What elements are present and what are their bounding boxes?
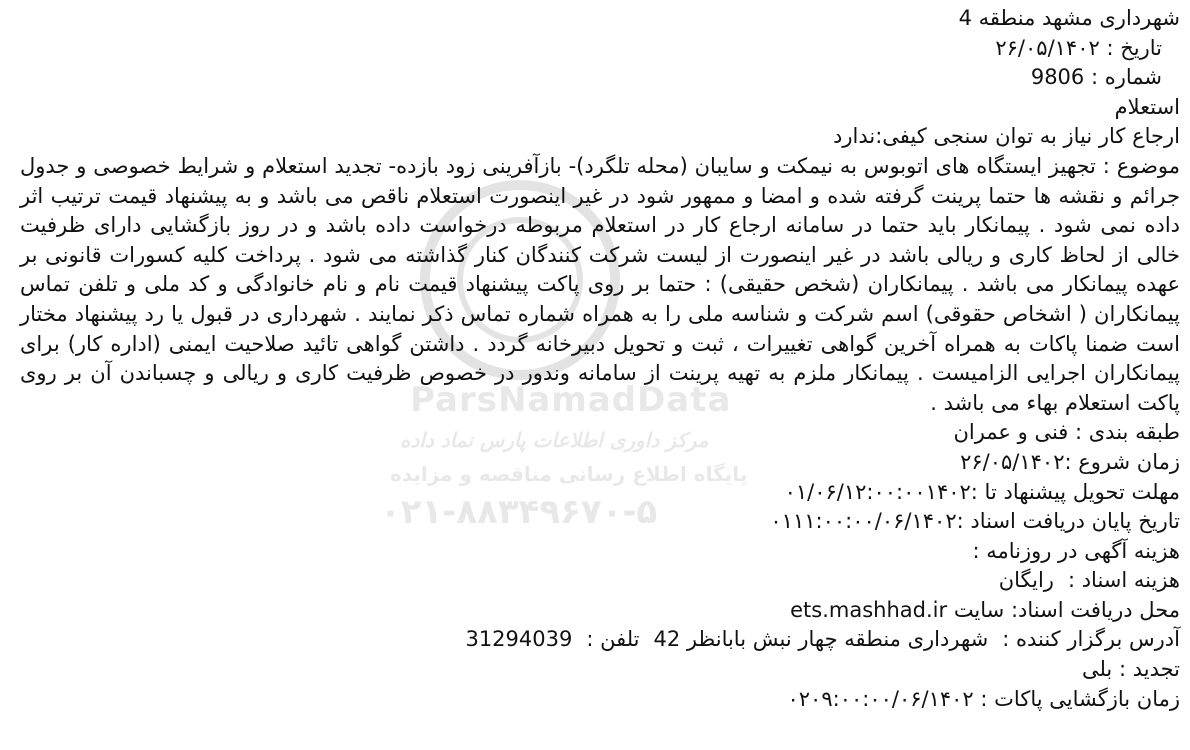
newspaper-cost-line: هزینه آگهی در روزنامه :: [972, 538, 1180, 563]
body-paragraph: موضوع : تجهیز ایستگاه های اتوبوس به نیمکت و سایبان (محله تلگرد)- بازآفرینی زود بازده- تجدید استعلام و شرایط خصوصی و جدول جرائم و نقشه ها حتما پرینت گرفته شده و امضا و ممهور شود در غیر اینصورت استعلام ناقص می باشد و به پیشنهاد قیمت ترتیب اثر داده نمی شود . پیمانکار باید حتما در سامانه ارجاع کار در استعلام مربوطه درخواست داده باشد و در روز بازگشایی دارای ظرفیت خالی از لحاظ کاری و ریالی باشد در غیر اینصورت از لیست شرکت کنندگان کنار گذاشته می شود . پرداخت کلیه کسورات قانونی بر عهده پیمانکار می باشد . پیمانکاران (شخص حقیقی) : حتما بر روی پاکت پیشنهاد قیمت نام و نام خانوادگی و کد ملی و تلفن تماس پیمانکاران ( اشخاص حقوقی) اسم شرکت و شناسه ملی را به همراه شماره تماس ذکر نمایند . شهرداری در قبول یا رد پیشنهاد مختار است ضمنا پاکات به همراه آخرین گواهی تغییرات ، ثبت و تحویل دبیرخانه گردد . داشتن گواهی تائید صلاحیت ایمنی (اداره کار) برای پیمانکاران اجرایی الزامیست . پیمانکار ملزم به تهیه پرینت از سامانه وندور در خصوص ظرفیت کاری و ریالی و چسباندن آن بر روی پاکت استعلام بهاء می باشد .: [20, 153, 1180, 415]
opening-value: ۰۲۰۹:۰۰:۰۰/۰۶/۱۴۰۲: [787, 686, 974, 711]
address-line: [20, 625, 1180, 655]
watermark-phone: ۰۲۱-۸۸۳۴۹۶۷۰-۵: [380, 492, 658, 532]
opening-line: [20, 685, 1180, 715]
doc-cost-label: هزینه اسناد :: [1067, 568, 1180, 593]
date-value: ۲۶/۰۵/۱۴۰۲: [995, 35, 1100, 60]
number-value: 9806: [1030, 65, 1085, 90]
doc-cost-value: رایگان: [998, 568, 1054, 593]
watermark-line1: مرکز داوری اطلاعات پارس نماد داده: [400, 428, 709, 452]
start-time-line: زمان شروع :۲۶/۰۵/۱۴۰۲: [960, 449, 1180, 474]
category-line: طبقه بندی : فنی و عمران: [953, 420, 1180, 445]
phone-label: تلفن :: [586, 627, 640, 652]
number-label: شماره :: [1090, 65, 1162, 90]
doc-place-link[interactable]: ets.mashhad.ir: [790, 597, 948, 622]
doc-end-date-line: تاریخ پایان دریافت اسناد :۰۱۱۱:۰۰:۰۰/۰۶/۱۴۰۲: [770, 509, 1180, 534]
doc-type: استعلام: [1114, 94, 1180, 119]
address-value: شهرداری منطقه چهار نبش بابانظر 42: [653, 627, 989, 652]
organization-title: شهرداری مشهد منطقه 4: [958, 6, 1180, 30]
watermark-line2: پایگاه اطلاع رسانی مناقصه و مزایده: [390, 462, 748, 486]
phone-value: 31294039: [465, 627, 573, 652]
tender-notice: [20, 4, 1180, 714]
address-label: آدرس برگزار کننده :: [1002, 627, 1180, 652]
bid-deadline-line: مهلت تحویل پیشنهاد تا :۰۱/۰۶/۱۲:۰۰:۰۰۱۴۰۲: [784, 479, 1180, 504]
renewal-line: تجدید : بلی: [1081, 657, 1180, 682]
doc-place-label: محل دریافت اسناد: سایت: [953, 597, 1180, 622]
date-line: [20, 34, 1180, 64]
number-line: [20, 63, 1180, 93]
opening-label: زمان بازگشایی پاکات :: [980, 686, 1180, 711]
doc-cost-line: [20, 566, 1180, 596]
quality-note: ارجاع کار نیاز به توان سنجی کیفی:ندارد: [833, 124, 1180, 149]
doc-place-line: [20, 596, 1180, 626]
date-label: تاریخ :: [1106, 35, 1162, 60]
watermark-brand: ParsNamadData: [410, 380, 732, 420]
